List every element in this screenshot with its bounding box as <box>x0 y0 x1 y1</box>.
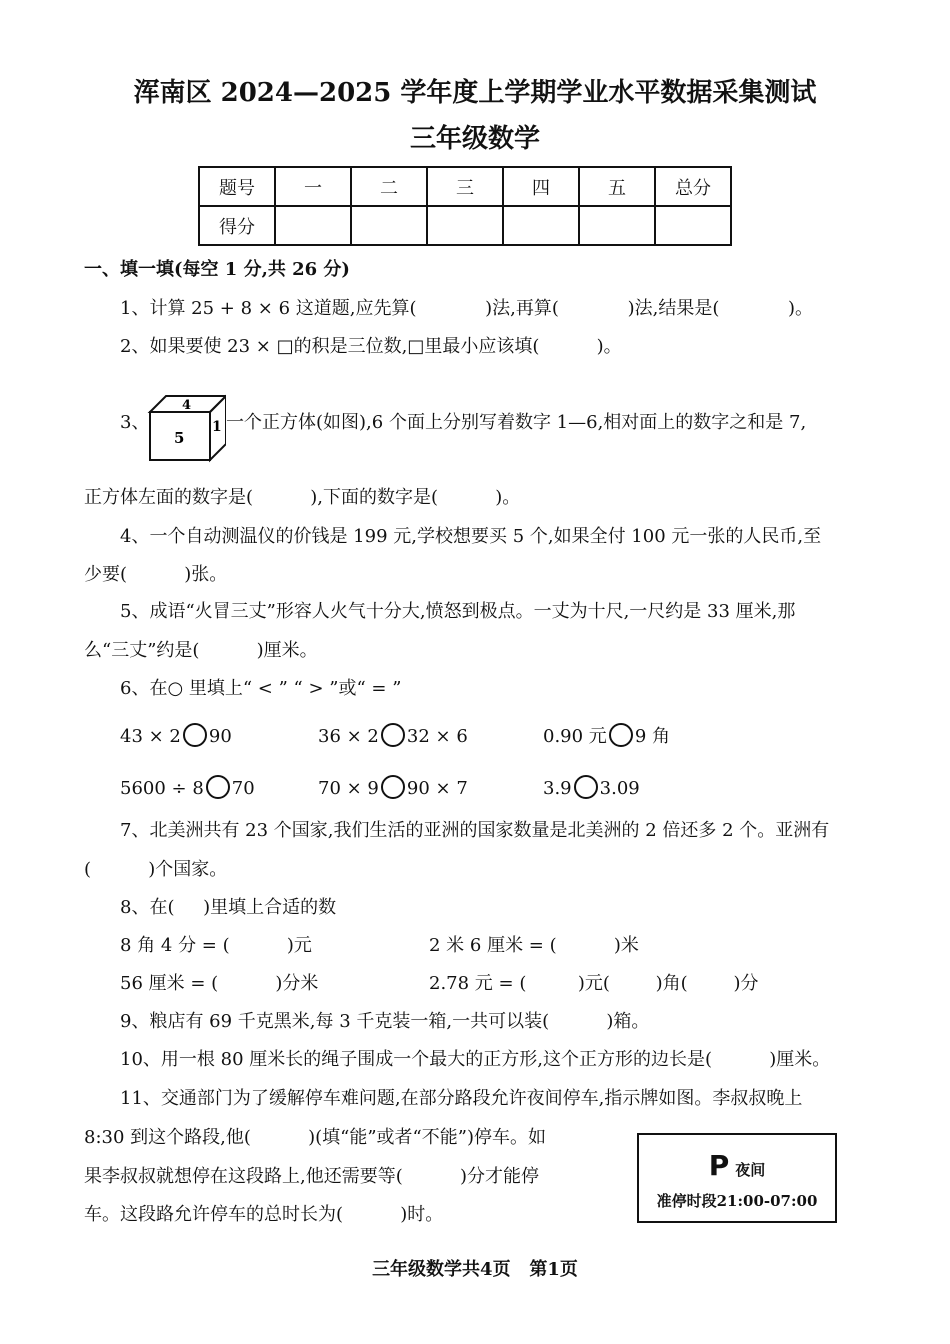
question-1: 1、计算 25 + 8 × 6 这道题,应先算( )法,再算( )法,结果是( )。 <box>120 298 814 319</box>
question-6: 6、在○ 里填上“ < ” “ > ”或“ = ” <box>120 678 402 699</box>
answer-circle[interactable] <box>381 723 405 747</box>
question-8: 8、在( )里填上合适的数 <box>120 897 337 918</box>
right: 9 角 <box>634 726 670 747</box>
compare-item <box>120 723 232 749</box>
q8-item: 8 角 4 分 = ( )元 <box>120 935 312 956</box>
cell: 题号 <box>199 167 275 206</box>
compare-item <box>543 775 640 801</box>
score-cell <box>655 206 731 245</box>
question-2: 2、如果要使 23 × □的积是三位数,□里最小应该填( )。 <box>120 336 622 357</box>
right: 32 × 6 <box>406 726 468 747</box>
left: 36 × 2 <box>318 726 379 747</box>
question-11: 11、交通部门为了缓解停车难问题,在部分路段允许夜间停车,指示牌如图。李叔叔晚上 <box>120 1088 803 1109</box>
q8-item: 2.78 元 = ( )元( )角( )分 <box>429 973 759 994</box>
left: 43 × 2 <box>120 726 181 747</box>
left: 0.90 元 <box>543 726 607 747</box>
compare-item <box>318 775 468 801</box>
score-cell <box>275 206 351 245</box>
cell: 二 <box>351 167 427 206</box>
left: 70 × 9 <box>318 778 379 799</box>
compare-item <box>120 775 255 801</box>
score-cell <box>427 206 503 245</box>
cell: 三 <box>427 167 503 206</box>
question-7: 7、北美洲共有 23 个国家,我们生活的亚洲的国家数量是北美洲的 2 倍还多 2 个。亚洲有 <box>120 820 830 841</box>
score-cell <box>579 206 655 245</box>
compare-item <box>318 723 468 749</box>
question-5: 5、成语“火冒三丈”形容人火气十分大,愤怒到极点。一丈为十尺,一尺约是 33 厘米,那 <box>120 601 796 622</box>
right: 90 × 7 <box>406 778 468 799</box>
question-3-label: 3、 <box>120 412 150 433</box>
question-3: 一个正方体(如图),6 个面上分别写着数字 1—6,相对面上的数字之和是 7, <box>226 412 807 433</box>
exam-title: 浑南区 2024—2025 学年度上学期学业水平数据采集测试 <box>133 78 817 108</box>
question-4-cont: 少要( )张。 <box>84 564 228 585</box>
question-9: 9、粮店有 69 千克黑米,每 3 千克装一箱,一共可以装( )箱。 <box>120 1011 650 1032</box>
sign-time-range: 准停时段21:00-07:00 <box>656 1192 818 1210</box>
question-5-cont: 么“三丈”约是( )厘米。 <box>84 640 318 661</box>
section-heading: 一、填一填(每空 1 分,共 26 分) <box>84 259 350 280</box>
score-table <box>198 166 732 246</box>
page-footer: 三年级数学共4页 第1页 <box>372 1259 578 1280</box>
cell: 得分 <box>199 206 275 245</box>
question-10: 10、用一根 80 厘米长的绳子围成一个最大的正方形,这个正方形的边长是( )厘米。 <box>120 1049 831 1070</box>
cube-right-number: 1 <box>212 419 222 435</box>
answer-circle[interactable] <box>183 723 207 747</box>
score-table-header-row <box>199 167 731 206</box>
score-cell <box>503 206 579 245</box>
cube-top-number: 4 <box>182 398 192 413</box>
exam-subtitle: 三年级数学 <box>409 124 540 154</box>
answer-circle[interactable] <box>206 775 230 799</box>
left: 3.9 <box>543 778 572 799</box>
q8-item: 56 厘米 = ( )分米 <box>120 973 319 994</box>
cell: 一 <box>275 167 351 206</box>
cube-figure <box>146 394 226 464</box>
answer-circle[interactable] <box>381 775 405 799</box>
q8-item: 2 米 6 厘米 = ( )米 <box>429 935 639 956</box>
cell: 总分 <box>655 167 731 206</box>
score-cell <box>351 206 427 245</box>
left: 5600 ÷ 8 <box>120 778 204 799</box>
answer-circle[interactable] <box>574 775 598 799</box>
question-11-line4: 车。这段路允许停车的总时长为( )时。 <box>84 1204 444 1225</box>
right: 90 <box>208 726 232 747</box>
question-4: 4、一个自动测温仪的价钱是 199 元,学校想要买 5 个,如果全付 100 元一张的人民币,至 <box>120 526 822 547</box>
cell: 五 <box>579 167 655 206</box>
question-3-cont: 正方体左面的数字是( ),下面的数字是( )。 <box>84 487 521 508</box>
score-table-score-row <box>199 206 731 245</box>
parking-sign <box>637 1133 837 1223</box>
question-11-line3: 果李叔叔就想停在这段路上,他还需要等( )分才能停 <box>84 1166 539 1187</box>
right: 3.09 <box>599 778 640 799</box>
compare-item <box>543 723 670 749</box>
cube-front-number: 5 <box>174 429 185 447</box>
answer-circle[interactable] <box>609 723 633 747</box>
right: 70 <box>231 778 255 799</box>
parking-p-icon: P <box>708 1149 730 1182</box>
question-7-cont: ( )个国家。 <box>84 859 228 880</box>
question-11-line2: 8:30 到这个路段,他( )(填“能”或者“不能”)停车。如 <box>84 1127 546 1148</box>
sign-night-label: 夜间 <box>735 1161 766 1179</box>
cell: 四 <box>503 167 579 206</box>
